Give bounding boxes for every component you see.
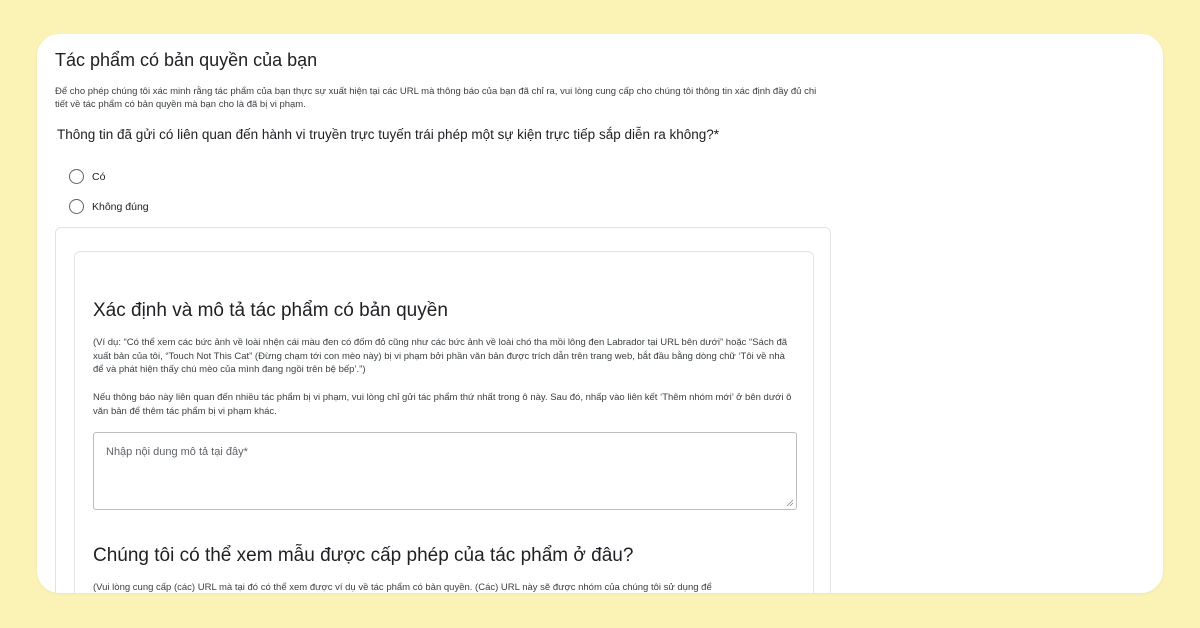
radio-circle-icon[interactable] <box>69 199 84 214</box>
radio-circle-icon[interactable] <box>69 169 84 184</box>
identify-work-example: (Ví dụ: “Có thể xem các bức ảnh về loài nhện cái màu đen có đốm đỏ cũng như các bức ảnh về loài chó tha mồi lông đen Labrador tại URL bên dưới” hoặc “Sách đã xuất bản của tôi, “Touch Not This Cat” (Đừng chạm tới con mèo này) bị vi phạm bởi phần văn bản được trích dẫn trên trang web, bắt đầu bằng dòng chữ ‘Tôi về nhà để và phát hiện thấy chú mèo của mình đang ngồi trên bệ bếp’.”) <box>93 337 788 375</box>
licensed-sample-description: (Vui lòng cung cấp (các) URL mà tại đó có thể xem được ví dụ về tác phẩm có bản quyền. (Các) URL này sẽ được nhóm của chúng tôi sử dụng để <box>93 582 712 593</box>
work-description-textarea[interactable] <box>93 432 797 510</box>
radio-label-yes: Có <box>92 170 106 183</box>
work-group-panel <box>74 251 814 593</box>
radio-label-no: Không đúng <box>92 200 149 213</box>
textarea-placeholder: Nhập nội dung mô tả tại đây* <box>106 446 248 458</box>
licensed-sample-title: Chúng tôi có thể xem mẫu được cấp phép của tác phẩm ở đâu? <box>93 545 634 566</box>
section-title: Tác phẩm có bản quyền của bạn <box>55 50 318 70</box>
radio-option-yes[interactable] <box>69 169 105 184</box>
work-group-container <box>55 227 831 593</box>
live-event-question: Thông tin đã gửi có liên quan đến hành vi truyền trực tuyến trái phép một sự kiện trực tiếp sắp diễn ra không?* <box>57 127 720 142</box>
resize-grip-icon[interactable] <box>786 499 794 507</box>
identify-work-title: Xác định và mô tả tác phẩm có bản quyền <box>93 300 448 321</box>
section-description: Để cho phép chúng tôi xác minh rằng tác phẩm của bạn thực sự xuất hiện tại các URL mà thông báo của bạn đã chỉ ra, vui lòng cung cấp cho chúng tôi thông tin xác định đầy đủ chi tiết về tác phẩm có bản quyền mà bạn cho là đã bị vi phạm. <box>55 86 817 110</box>
radio-option-no[interactable] <box>69 199 149 214</box>
form-card <box>37 34 1163 593</box>
identify-work-note: Nếu thông báo này liên quan đến nhiều tác phẩm bị vi phạm, vui lòng chỉ gửi tác phẩm thứ nhất trong ô này. Sau đó, nhấp vào liên kết ‘Thêm nhóm mới’ ở bên dưới ô văn bản để thêm tác phẩm bị vi phạm khác. <box>93 392 792 417</box>
